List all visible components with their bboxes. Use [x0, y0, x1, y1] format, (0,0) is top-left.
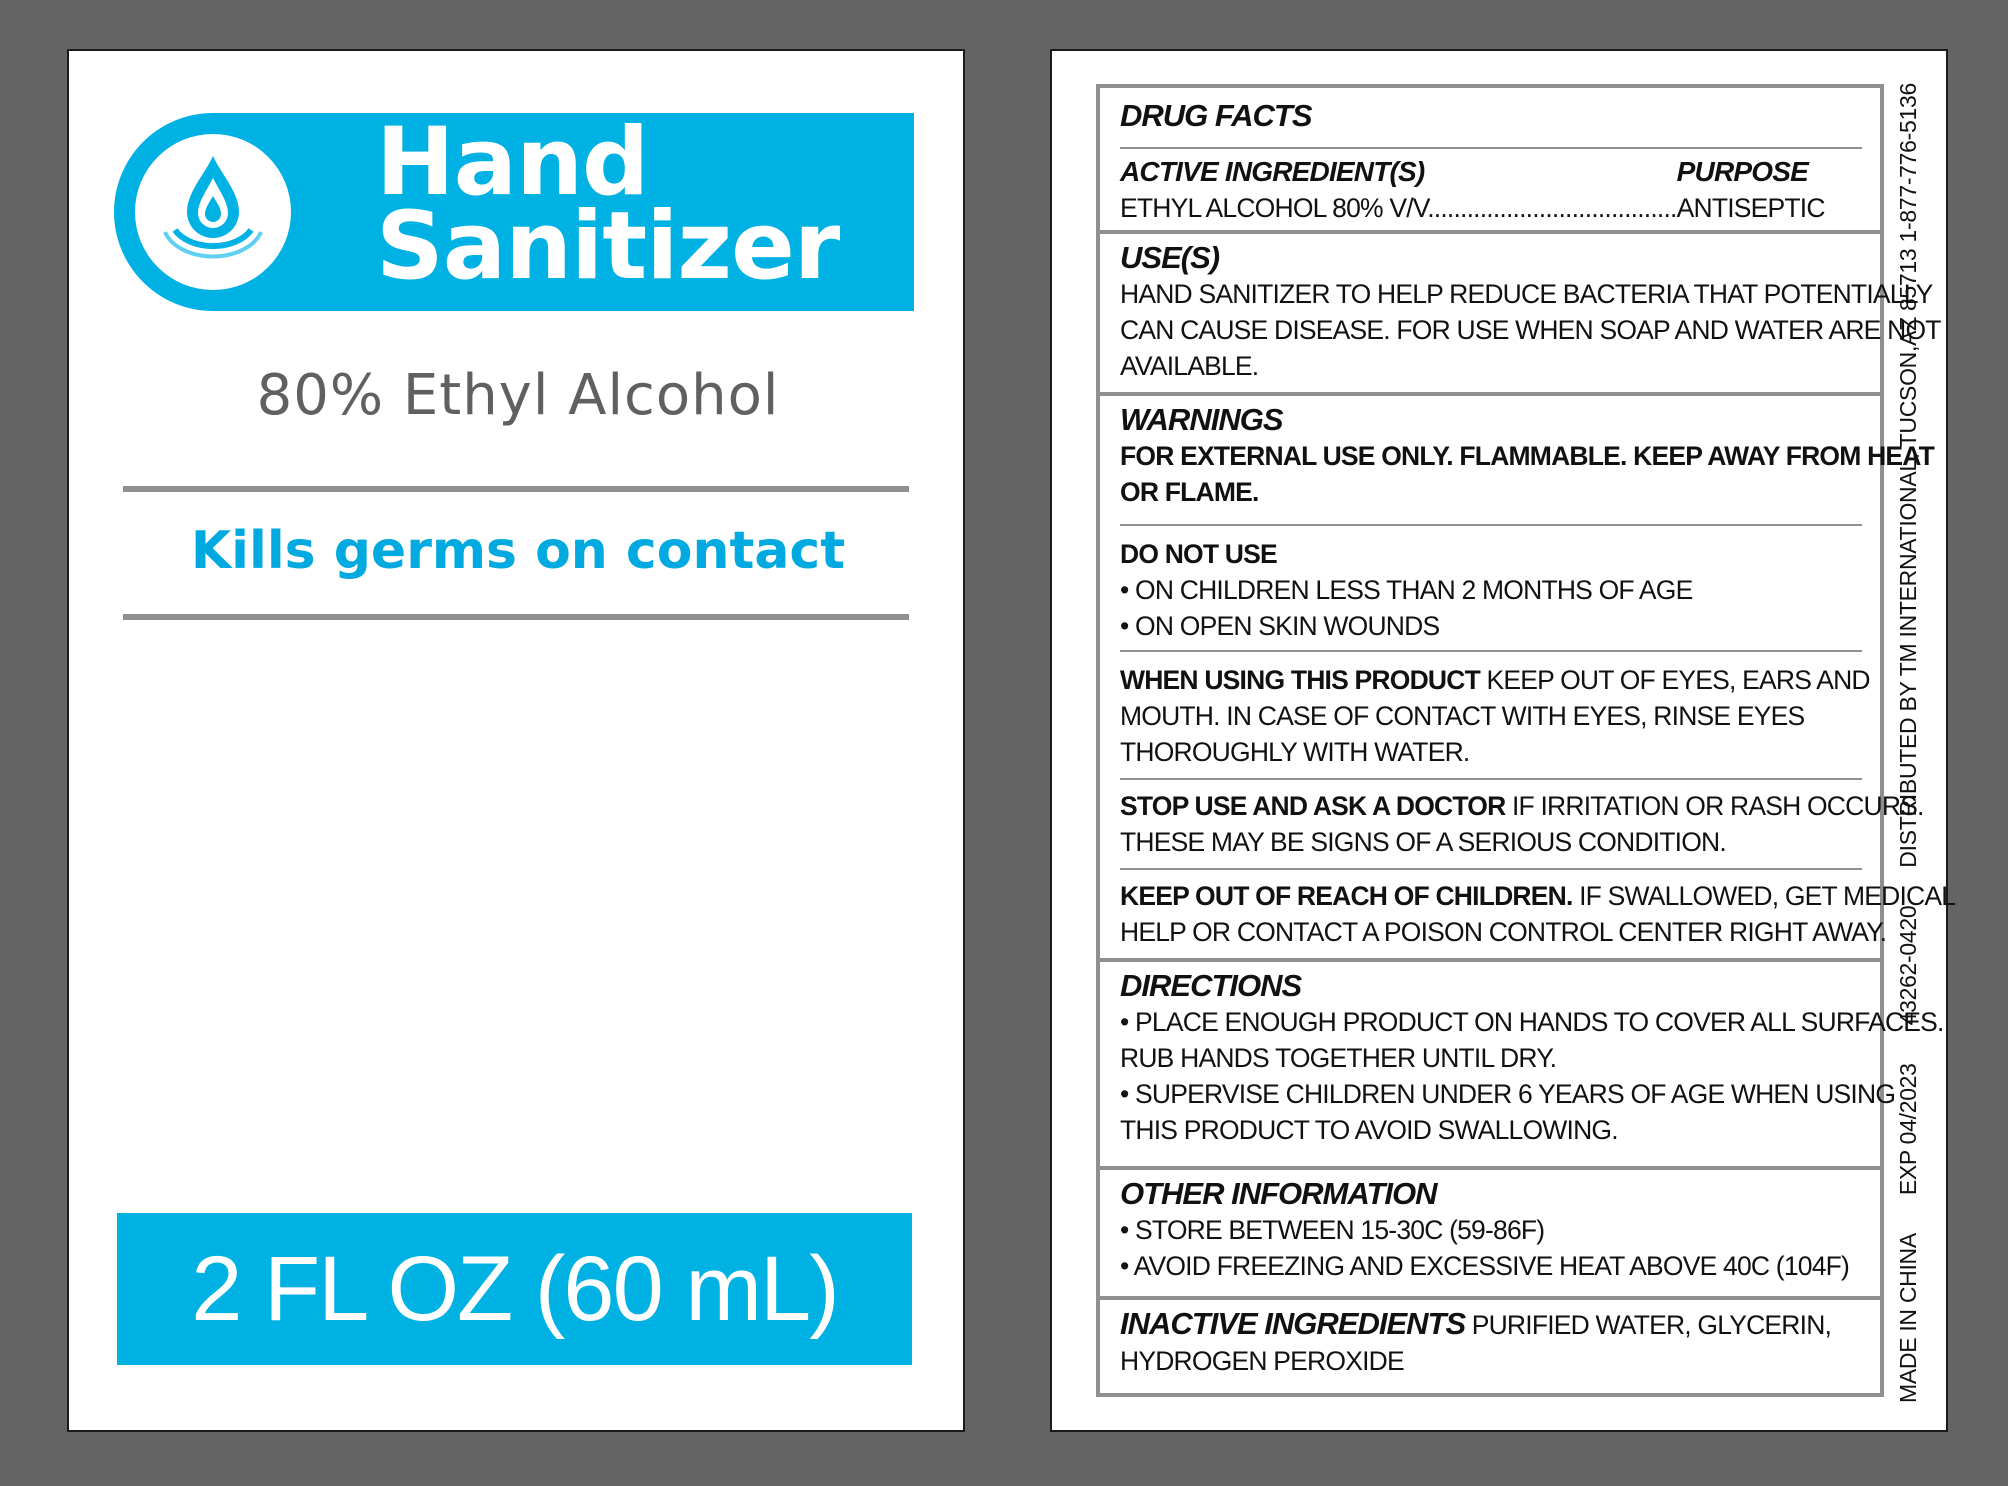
divider-line: [1120, 650, 1862, 652]
external-use-line: FOR EXTERNAL USE ONLY. FLAMMABLE. KEEP AWAY FROM HEAT: [1120, 441, 1935, 471]
external-use-line: OR FLAME.: [1120, 477, 1259, 507]
brand-title: [376, 108, 840, 301]
section-divider: [1100, 392, 1880, 396]
keep-out-text: IF SWALLOWED, GET MEDICAL: [1572, 881, 1956, 911]
section-divider: [1100, 230, 1880, 234]
germ-claim: Kills germs on contact: [190, 521, 846, 581]
other-information-line: • AVOID FREEZING AND EXCESSIVE HEAT ABOVE 40C (104F): [1120, 1251, 1850, 1281]
do-not-use-header: DO NOT USE: [1120, 539, 1277, 569]
other-information-line: • STORE BETWEEN 15-30C (59-86F): [1120, 1215, 1545, 1245]
when-using-line: THOROUGHLY WITH WATER.: [1120, 737, 1470, 767]
water-drop-icon: [135, 134, 291, 290]
stop-use-text: IF IRRITATION OR RASH OCCURS.: [1505, 791, 1924, 821]
lot-code-text: 43262-0420: [1895, 905, 1921, 1026]
divider-top: [123, 486, 909, 492]
uses-section: [1120, 240, 1941, 384]
directions-line: • SUPERVISE CHILDREN UNDER 6 YEARS OF AGE WHEN USING: [1120, 1079, 1896, 1109]
divider-bottom: [123, 614, 909, 620]
uses-line: CAN CAUSE DISEASE. FOR USE WHEN SOAP AND WATER ARE NOT: [1120, 315, 1941, 345]
net-contents-banner: 2 FL OZ (60 mL): [117, 1213, 912, 1365]
section-divider: [1100, 958, 1880, 962]
active-ingredient-line: ETHYL ALCOHOL 80% V/V......................................ANTISEPTIC: [1120, 193, 1825, 223]
expiration-text: EXP 04/2023: [1895, 1063, 1921, 1196]
back-label-panel: [1050, 49, 1956, 1432]
inactive-ingredients-section: [1120, 1306, 1860, 1379]
stop-use-line: THESE MAY BE SIGNS OF A SERIOUS CONDITION.: [1120, 827, 1726, 857]
distributor-text: DISTRIBUTED BY TM INTERNATIONAL, TUCSON,AZ 85713 1-877-776-5136: [1895, 83, 1921, 868]
active-ingredient-section: [1120, 154, 1860, 226]
other-information-section: [1120, 1176, 1860, 1284]
do-not-use-section: [1120, 536, 1860, 644]
inactive-ingredients-line: HYDROGEN PEROXIDE: [1120, 1346, 1404, 1376]
divider-line: [1120, 868, 1862, 870]
directions-line: RUB HANDS TOGETHER UNTIL DRY.: [1120, 1043, 1557, 1073]
directions-line: • PLACE ENOUGH PRODUCT ON HANDS TO COVER ALL SURFACES.: [1120, 1007, 1944, 1037]
uses-line: AVAILABLE.: [1120, 351, 1259, 381]
divider-line: [1120, 147, 1862, 149]
drug-facts-header-section: [1120, 98, 1860, 134]
when-using-section: [1120, 662, 1870, 770]
do-not-use-item: • ON CHILDREN LESS THAN 2 MONTHS OF AGE: [1120, 575, 1693, 605]
keep-out-of-reach-section: [1120, 878, 1956, 950]
logo-badge: [135, 134, 291, 290]
warnings-section: [1120, 402, 1935, 510]
side-printed-text: [1895, 83, 1922, 1403]
when-using-line: MOUTH. IN CASE OF CONTACT WITH EYES, RINSE EYES: [1120, 701, 1805, 731]
divider-line: [1120, 524, 1862, 526]
directions-header: DIRECTIONS: [1120, 968, 1302, 1003]
inactive-ingredients-text: PURIFIED WATER, GLYCERIN,: [1465, 1310, 1832, 1340]
warnings-header: WARNINGS: [1120, 402, 1283, 437]
brand-banner: [114, 108, 914, 311]
do-not-use-item: • ON OPEN SKIN WOUNDS: [1120, 611, 1440, 641]
when-using-label: WHEN USING THIS PRODUCT: [1120, 665, 1480, 695]
drug-facts-title: DRUG FACTS: [1120, 98, 1312, 133]
inactive-ingredients-header: INACTIVE INGREDIENTS: [1120, 1306, 1466, 1341]
stop-use-label: STOP USE AND ASK A DOCTOR: [1120, 791, 1506, 821]
made-in-text: MADE IN CHINA: [1895, 1233, 1921, 1403]
front-label-panel: [67, 49, 965, 1432]
other-information-header: OTHER INFORMATION: [1120, 1176, 1437, 1211]
stop-use-section: [1120, 788, 1924, 860]
directions-line: THIS PRODUCT TO AVOID SWALLOWING.: [1120, 1115, 1618, 1145]
brand-title-line2: Sanitizer: [376, 192, 840, 301]
alcohol-content-subhead: 80% Ethyl Alcohol: [256, 363, 780, 428]
keep-out-label: KEEP OUT OF REACH OF CHILDREN.: [1120, 881, 1573, 911]
keep-out-line: HELP OR CONTACT A POISON CONTROL CENTER RIGHT AWAY.: [1120, 917, 1887, 947]
active-ingredient-header: ACTIVE INGREDIENT(S): [1120, 156, 1425, 187]
when-using-text: KEEP OUT OF EYES, EARS AND: [1479, 665, 1870, 695]
section-divider: [1100, 1166, 1880, 1170]
purpose-header: PURPOSE: [1676, 156, 1808, 187]
uses-header: USE(S): [1120, 240, 1220, 275]
uses-line: HAND SANITIZER TO HELP REDUCE BACTERIA THAT POTENTIALLY: [1120, 279, 1933, 309]
section-divider: [1100, 1296, 1880, 1300]
divider-line: [1120, 778, 1862, 780]
brand-title-line1: Hand: [376, 108, 649, 217]
